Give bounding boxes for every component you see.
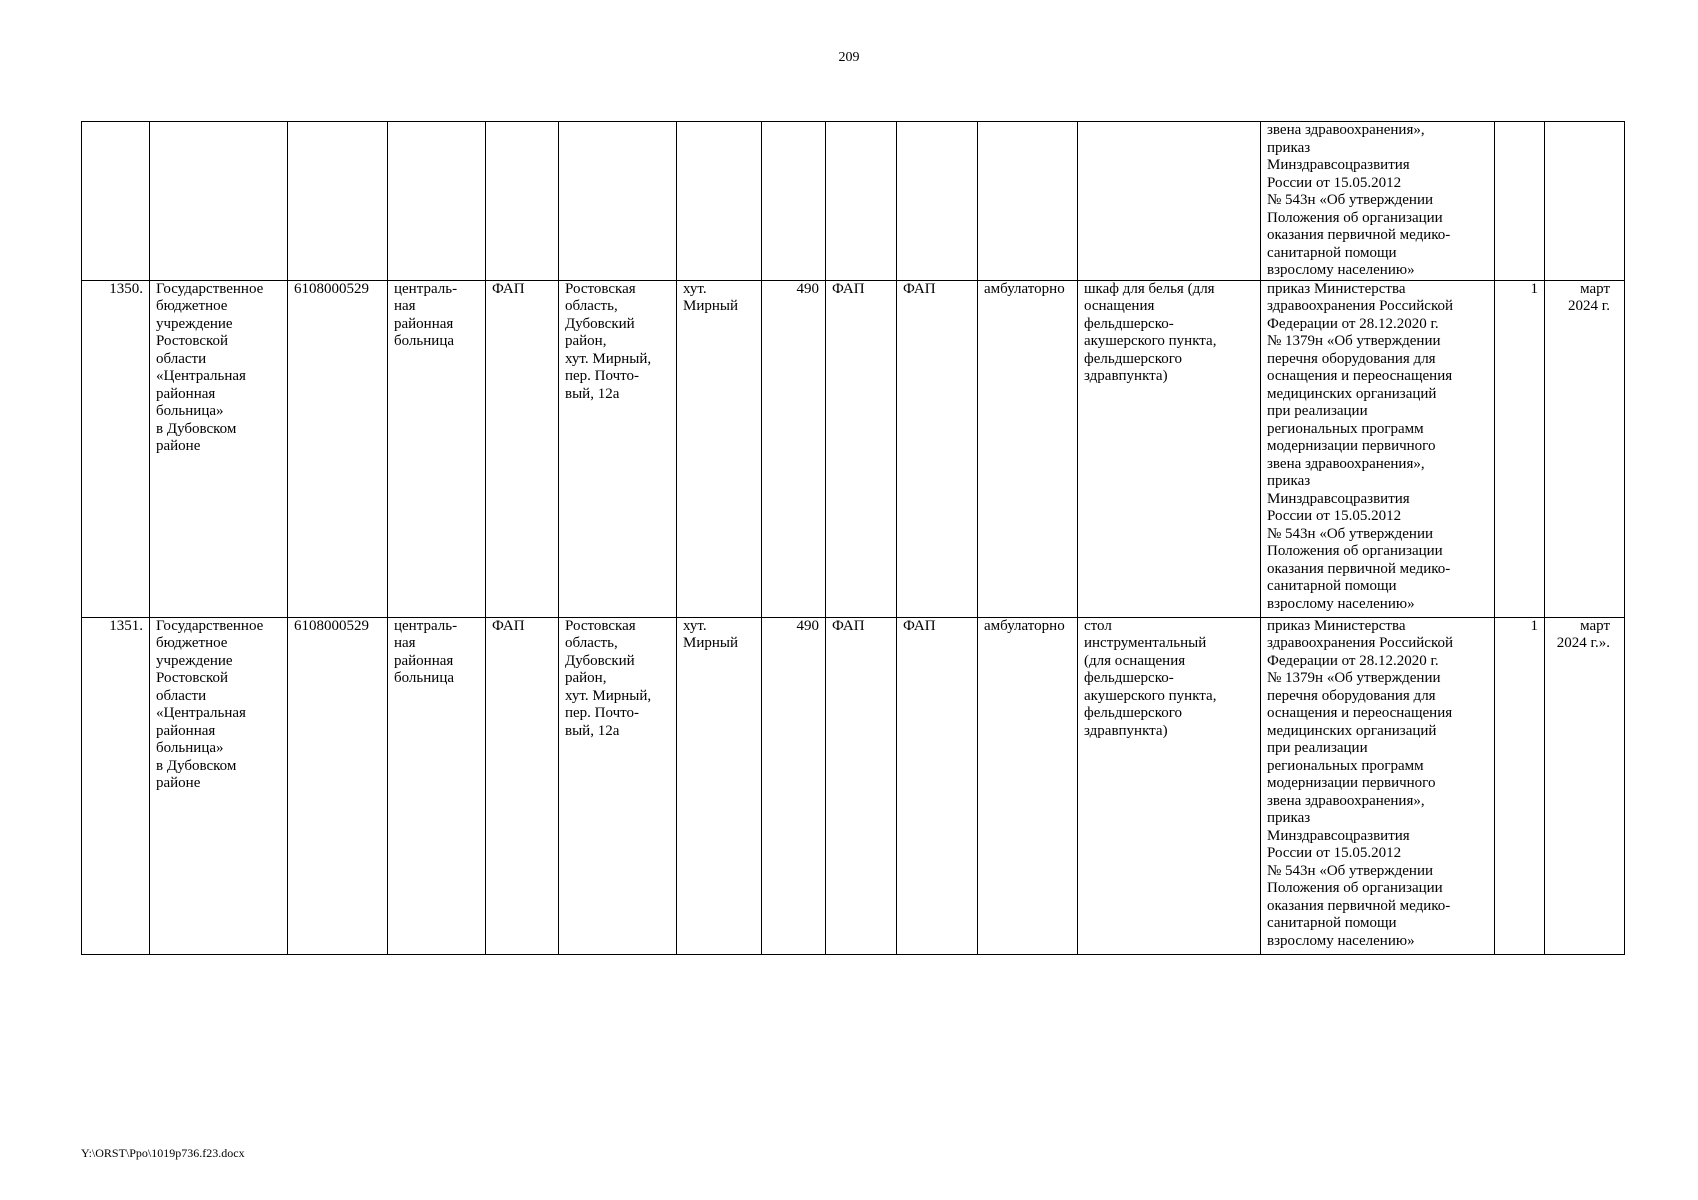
legal-basis-cell: звена здравоохранения», приказ Минздравсоцразвития России от 15.05.2012 № 543н «Об утверждении Положения об организации оказания первичной медико- санитарной помощи взрослому населению» xyxy=(1261,122,1495,281)
row-number-cell: 1351. xyxy=(82,617,150,954)
table-row xyxy=(82,280,1625,617)
equipment-cell: стол инструментальный (для оснащения фельдшерско- акушерского пункта, фельдшерского здравпункта) xyxy=(1078,617,1261,954)
subdivision-cell: ФАП xyxy=(897,617,978,954)
legal-basis-cell: приказ Министерства здравоохранения Российской Федерации от 28.12.2020 г. № 1379н «Об утверждении перечня оборудования для оснащения и переоснащения медицинских организаций при реализации региональных программ модернизации первичного звена здравоохранения», приказ Минздравсоцразвития России от 15.05.2012 № 543н «Об утверждении Положения об организации оказания первичной медико- санитарной помощи взрослому населению» xyxy=(1261,280,1495,617)
page-number: 209 xyxy=(838,50,860,65)
inn-cell: 6108000529 xyxy=(288,280,388,617)
unit-cell: ФАП xyxy=(486,280,559,617)
care-type-cell: амбулаторно xyxy=(978,617,1078,954)
footer-file-path: Y:\ORST\Ppo\1019p736.f23.docx xyxy=(81,1146,245,1160)
department-cell: ФАП xyxy=(826,617,897,954)
quantity-cell: 1 xyxy=(1495,617,1545,954)
unit-cell: ФАП xyxy=(486,617,559,954)
inn-cell: 6108000529 xyxy=(288,617,388,954)
organization-cell: Государственное бюджетное учреждение Ростовской области «Центральная районная больница» в Дубовском районе xyxy=(150,280,288,617)
address-cell: Ростовская область, Дубовский район, хут. Мирный, пер. Почто- вый, 12а xyxy=(559,280,677,617)
date-cell: март 2024 г.». xyxy=(1556,617,1610,651)
table-row xyxy=(82,617,1625,954)
date-cell: март 2024 г. xyxy=(1568,280,1610,314)
area-cell: 490 xyxy=(762,280,826,617)
care-type-cell: амбулаторно xyxy=(978,280,1078,617)
equipment-cell: шкаф для белья (для оснащения фельдшерско- акушерского пункта, фельдшерского здравпункта) xyxy=(1078,280,1261,617)
organization-type-cell: централь- ная районная больница xyxy=(388,617,486,954)
legal-basis-cell: приказ Министерства здравоохранения Российской Федерации от 28.12.2020 г. № 1379н «Об утверждении перечня оборудования для оснащения и переоснащения медицинских организаций при реализации региональных программ модернизации первичного звена здравоохранения», приказ Минздравсоцразвития России от 15.05.2012 № 543н «Об утверждении Положения об организации оказания первичной медико- санитарной помощи взрослому населению» xyxy=(1261,617,1495,954)
organization-cell: Государственное бюджетное учреждение Ростовской области «Центральная районная больница» в Дубовском районе xyxy=(150,617,288,954)
department-cell: ФАП xyxy=(826,280,897,617)
table-row-continuation xyxy=(82,122,1625,281)
settlement-cell: хут. Мирный xyxy=(677,617,762,954)
subdivision-cell: ФАП xyxy=(897,280,978,617)
quantity-cell: 1 xyxy=(1495,280,1545,617)
settlement-cell: хут. Мирный xyxy=(677,280,762,617)
equipment-table xyxy=(81,121,1625,955)
row-number-cell: 1350. xyxy=(82,280,150,617)
address-cell: Ростовская область, Дубовский район, хут. Мирный, пер. Почто- вый, 12а xyxy=(559,617,677,954)
area-cell: 490 xyxy=(762,617,826,954)
organization-type-cell: централь- ная районная больница xyxy=(388,280,486,617)
